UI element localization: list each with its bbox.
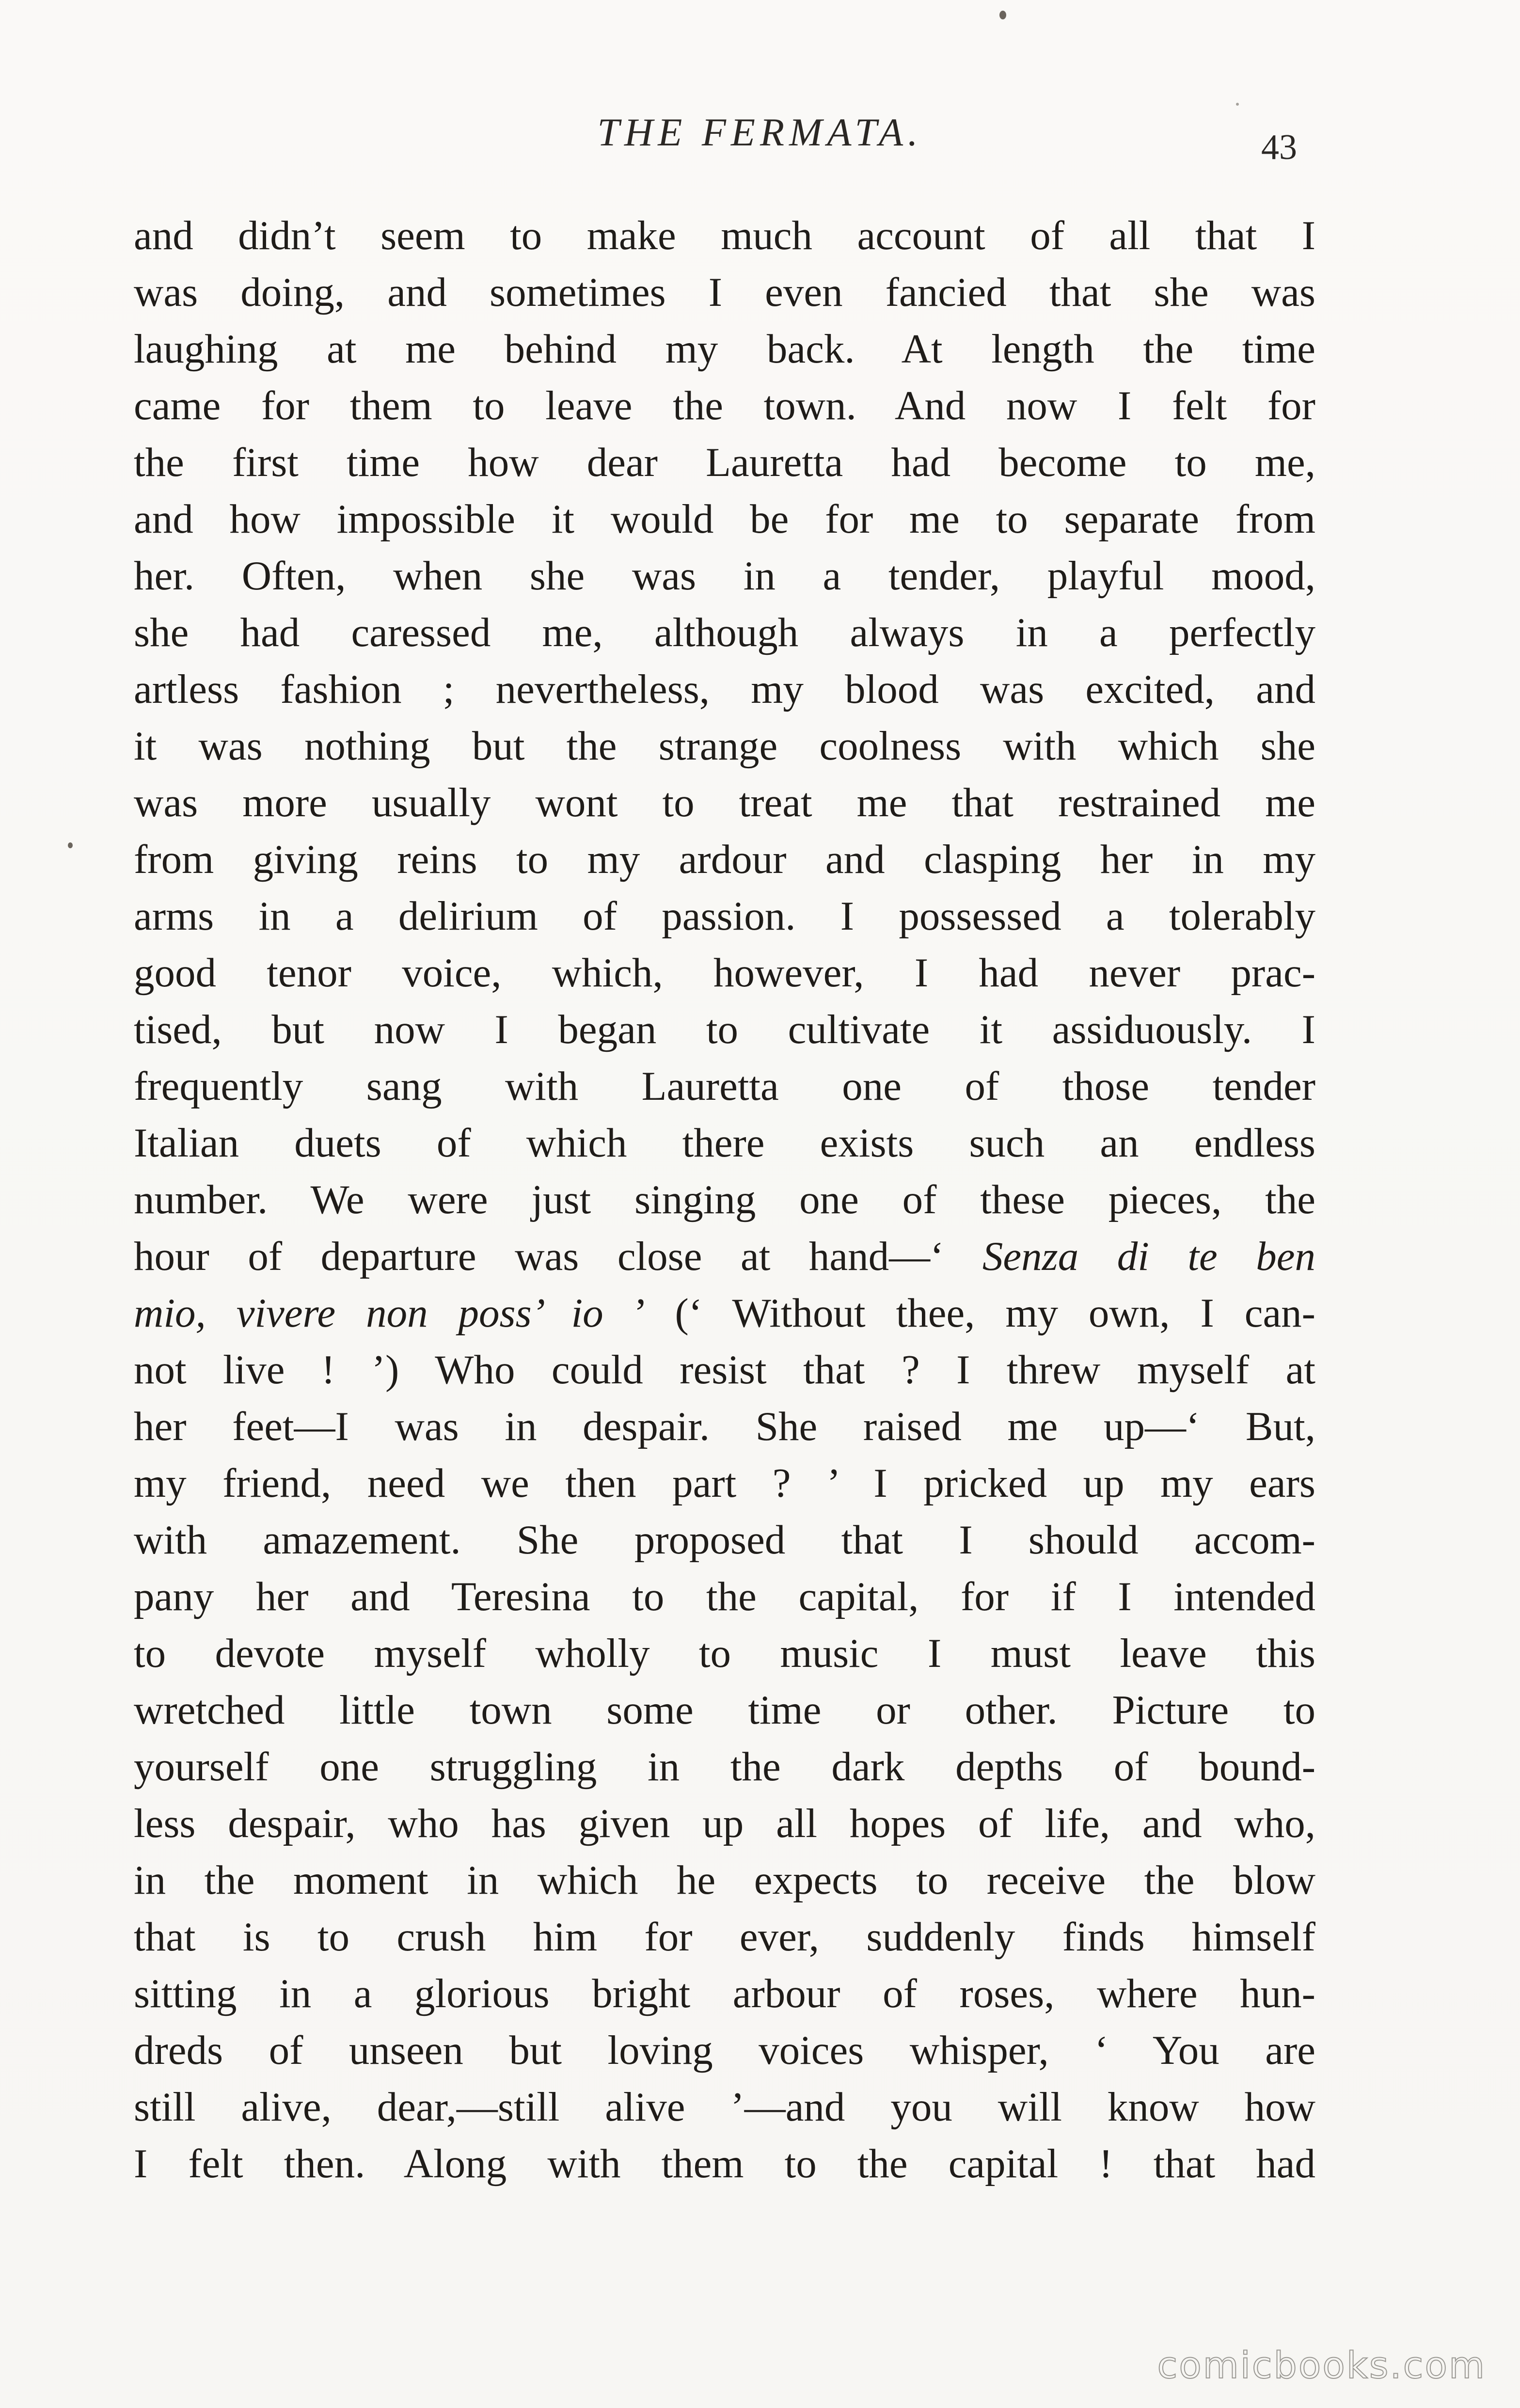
text-line-with-italic	[134, 1285, 1315, 1342]
text-line: less despair, who has given up all hopes of life, and who,	[134, 1801, 1315, 1846]
text-line: it was nothing but the strange coolness with which she	[134, 723, 1315, 769]
text-line: and didn’t seem to make much account of all that I	[134, 213, 1315, 258]
text-line: number. We were just singing one of these pieces, the	[134, 1177, 1315, 1222]
text-line: sitting in a glorious bright arbour of roses, where hun-	[134, 1971, 1315, 2016]
text-line: artless fashion ; nevertheless, my blood was excited, and	[134, 666, 1315, 712]
text-line: laughing at me behind my back. At length the time	[134, 326, 1315, 372]
running-title: THE FERMATA.	[597, 110, 923, 154]
text-line: in the moment in which he expects to receive the blow	[134, 1857, 1315, 1903]
text-line: that is to crush him for ever, suddenly finds himself	[134, 1914, 1315, 1960]
text-line: arms in a delirium of passion. I possessed a tolerably	[134, 893, 1315, 939]
text-run: ’ (‘ Without thee, my own, I can-	[603, 1290, 1315, 1336]
text-line: Italian duets of which there exists such an endless	[134, 1120, 1315, 1166]
paper-speck	[999, 11, 1006, 19]
text-line: her feet—I was in despair. She raised me up—‘ But,	[134, 1404, 1315, 1449]
text-line: was more usually wont to treat me that restrained me	[134, 780, 1315, 825]
paper-speck	[1236, 103, 1239, 106]
text-line: from giving reins to my ardour and clasping her in my	[134, 837, 1315, 882]
text-line: her. Often, when she was in a tender, playful mood,	[134, 553, 1315, 599]
text-line-with-italic	[134, 1228, 1315, 1285]
text-line: good tenor voice, which, however, I had never prac-	[134, 950, 1315, 996]
italic-quote: mio, vivere non poss’ io	[134, 1290, 603, 1336]
text-line: came for them to leave the town. And now I felt for	[134, 383, 1315, 428]
text-line: pany her and Teresina to the capital, for if I intended	[134, 1574, 1315, 1619]
text-line: my friend, need we then part ? ’ I pricked up my ears	[134, 1460, 1315, 1506]
text-line: the first time how dear Lauretta had become to me,	[134, 440, 1315, 485]
page-number: 43	[1261, 127, 1297, 167]
text-run: hour of departure was close at hand—‘	[134, 1234, 982, 1279]
text-line: she had caressed me, although always in a perfectly	[134, 610, 1315, 655]
body-text	[134, 207, 1315, 2192]
text-line: still alive, dear,—still alive ’—and you will know how	[134, 2084, 1315, 2130]
text-line: wretched little town some time or other. Picture to	[134, 1687, 1315, 1733]
text-line: I felt then. Along with them to the capital ! that had	[134, 2141, 1315, 2186]
text-line: frequently sang with Lauretta one of those tender	[134, 1063, 1315, 1109]
text-line: not live ! ’) Who could resist that ? I threw myself at	[134, 1347, 1315, 1393]
watermark: comicbooks.com	[1157, 2344, 1486, 2387]
paper-speck	[68, 842, 73, 848]
text-line: dreds of unseen but loving voices whisper, ‘ You are	[134, 2028, 1315, 2073]
text-line: was doing, and sometimes I even fancied that she was	[134, 269, 1315, 315]
text-line: to devote myself wholly to music I must leave this	[134, 1631, 1315, 1676]
text-line: yourself one struggling in the dark depths of bound-	[134, 1744, 1315, 1790]
text-line: tised, but now I began to cultivate it assiduously. I	[134, 1007, 1315, 1052]
italic-quote: Senza di te ben	[982, 1234, 1315, 1279]
text-line: with amazement. She proposed that I should accom-	[134, 1517, 1315, 1563]
text-line: and how impossible it would be for me to separate from	[134, 496, 1315, 542]
